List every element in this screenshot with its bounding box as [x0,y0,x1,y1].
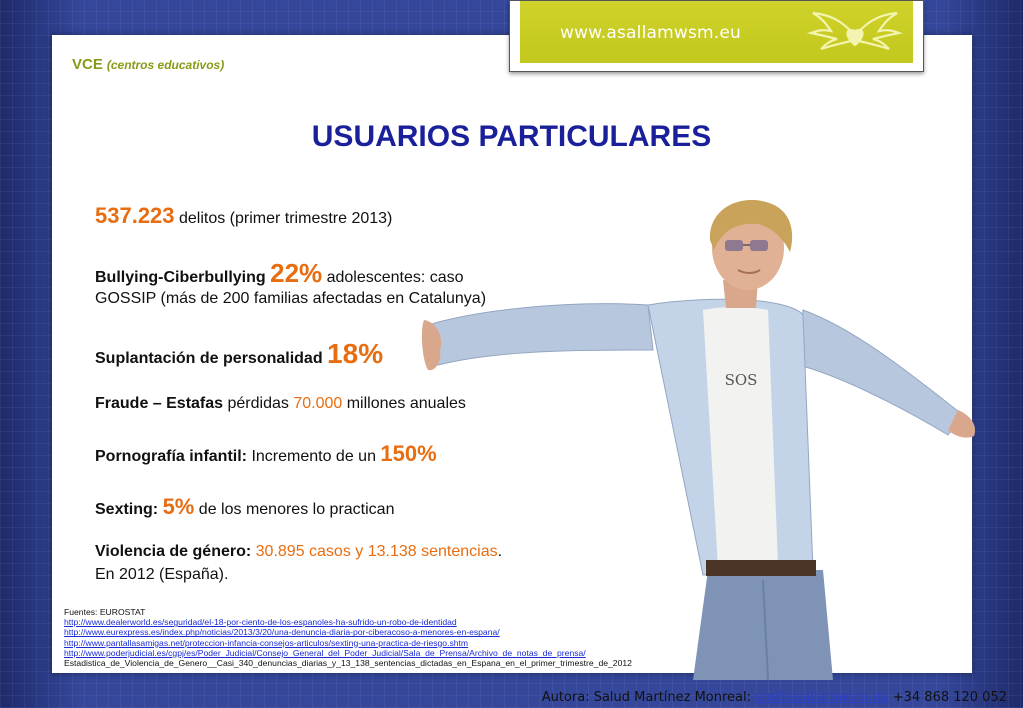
crimes-value: 537.223 [95,203,175,228]
gender-violence-label: Violencia de género: [95,543,252,560]
child-porn-value: 150% [380,441,437,466]
stat-gender-violence-line2: En 2012 (España). [95,566,229,583]
author-email-link[interactable]: sm@asallamwsm.eu [755,690,889,705]
shirt-sos-text: SOS [724,371,758,389]
sources-label: Fuentes: EUROSTAT [64,607,146,617]
page-title: USUARIOS PARTICULARES [311,120,712,153]
child-porn-label: Pornografía infantil: [95,448,247,465]
fraud-text: pérdidas [223,395,294,412]
stat-gender-violence [95,543,502,561]
bullying-label: Bullying-Ciberbullying [95,269,271,286]
stat-bullying [95,258,464,289]
vce-label [72,56,224,73]
fraud-text-end: millones anuales [342,395,466,412]
fraud-label: Fraude – Estafas [95,395,224,412]
gender-violence-period: . [497,543,503,560]
crimes-text: delitos (primer trimestre 2013) [174,210,393,227]
bullying-text: adolescentes: caso [322,269,464,286]
sexting-text: de los menores lo practican [194,501,395,518]
sources-block [64,607,632,668]
banner-background [520,1,913,63]
impersonation-label: Suplantación de personalidad [95,350,328,367]
source-link-eurexpress[interactable]: http://www.eurexpress.es/index.php/noticias/2013/3/20/una-denuncia-diaria-por-ciberacoso-a-menores-en-espana/ [64,627,500,638]
stat-child-porn [95,441,437,467]
source-link-pantallasamigas[interactable]: http://www.pantallasamigas.net/proteccion-infancia-consejos-articulos/sexting-una-practica-de-riesgo.shtm [64,637,469,648]
stat-crimes [95,203,392,229]
winged-heart-logo-icon [805,5,905,57]
child-porn-text: Incremento de un [247,448,381,465]
sexting-value: 5% [162,494,195,519]
bullying-value: 22% [270,258,323,288]
impersonation-value: 18% [327,338,384,369]
site-banner [509,0,924,72]
source-link-poderjudicial[interactable]: http://www.poderjudicial.es/cgpj/es/Poder_Judicial/Consejo_General_del_Poder_Judicial/Sala_de_Prensa/Archivo_de_notas_de_prensa/ [64,647,586,658]
gender-violence-value: 30.895 casos y 13.138 sentencias [251,543,498,560]
source-link-dealerworld[interactable]: http://www.dealerworld.es/seguridad/el-18-por-ciento-de-los-espanoles-ha-sufrido-un-robo-de-identidad [64,617,457,628]
stat-impersonation [95,338,383,370]
author-label: Autora: Salud Martínez Monreal: [541,690,756,705]
source-last-line: Estadistica_de_Violencia_de_Genero__Casi_340_denuncias_diarias_y_13_138_sentencias_dictadas_en_Espana_en_el_primer_trimestre_de_2012 [64,658,632,669]
stat-fraud [95,395,466,413]
sexting-label: Sexting: [95,501,163,518]
vce-title: VCE [72,56,103,73]
stat-bullying-line2: GOSSIP (más de 200 familias afectadas en Catalunya) [95,290,487,307]
site-url[interactable]: www.asallamwsm.eu [560,23,742,43]
footer-author [542,690,1007,705]
stat-sexting [95,494,394,520]
fraud-value: 70.000 [293,395,343,412]
author-phone: +34 868 120 052 [888,690,1007,705]
vce-subtitle: (centros educativos) [106,58,225,72]
